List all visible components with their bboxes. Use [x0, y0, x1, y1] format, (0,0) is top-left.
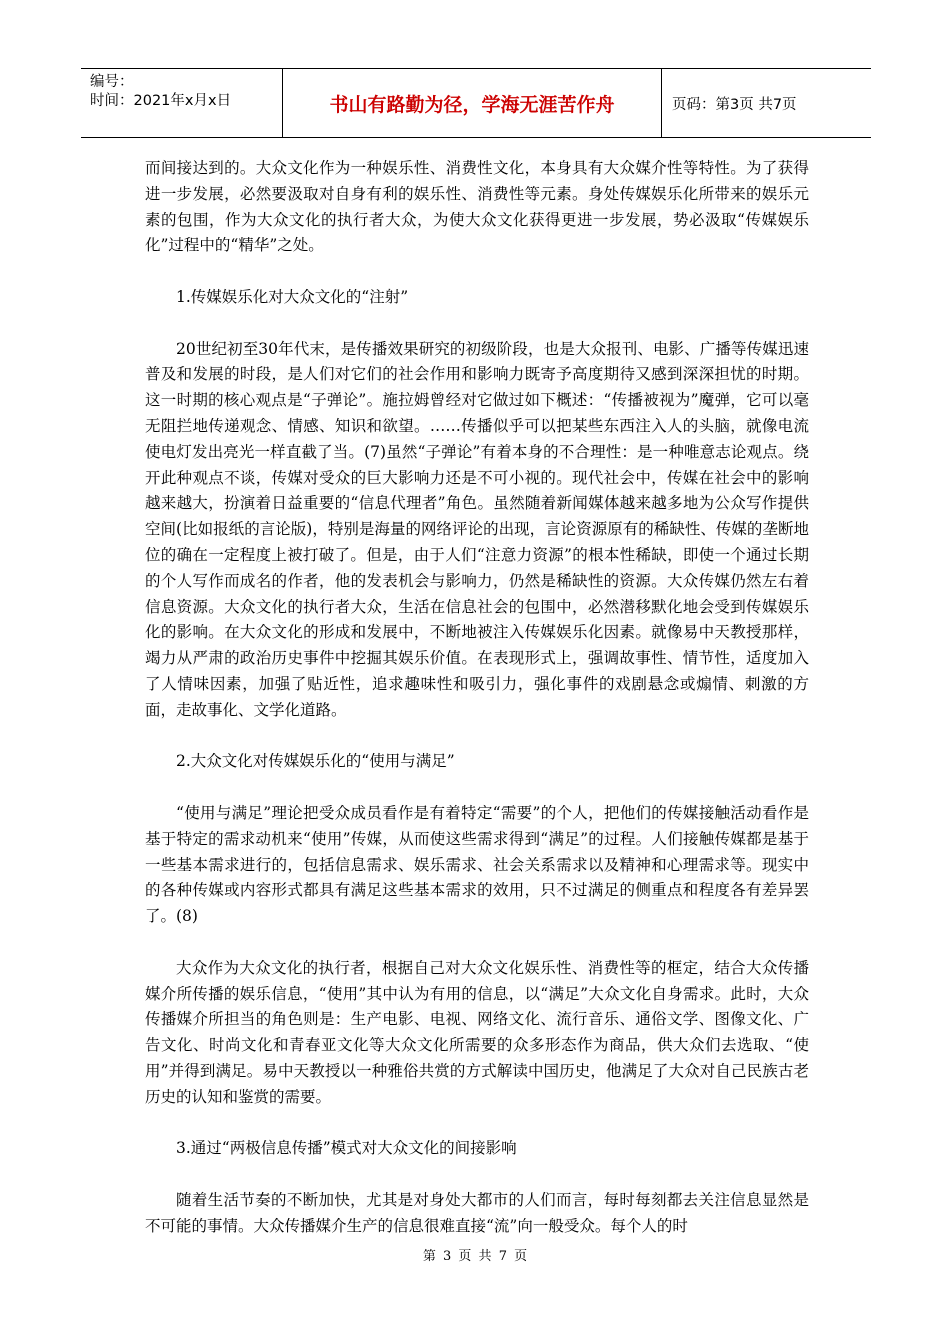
- section-heading: 2.大众文化对传媒娱乐化的“使用与满足”: [176, 752, 455, 771]
- document-time-label: 时间：2021年x月x日: [90, 93, 232, 109]
- document-body: [145, 156, 809, 1239]
- body-paragraph: 而间接达到的。大众文化作为一种娱乐性、消费性文化，本身具有大众媒介性等特性。为了获得进一步发展，必然要汲取对自身有利的娱乐性、消费性等元素。身处传媒娱乐化所带来的娱乐元素的包围，作为大众文化的执行者大众，为使大众文化获得更进一步发展，势必汲取“传媒娱乐化”过程中的“精华”之处。: [145, 159, 809, 255]
- page-footer: 第 3 页 共 7 页: [422, 1249, 528, 1264]
- section-heading: 1.传媒娱乐化对大众文化的“注射”: [176, 287, 409, 306]
- body-paragraph: 随着生活节奏的不断加快，尤其是对身处大都市的人们而言，每时每刻都去关注信息显然是不可能的事情。大众传播媒介生产的信息很难直接“流”向一般受众。每个人的时: [145, 1190, 809, 1235]
- page-header: [81, 68, 871, 138]
- body-paragraph: 20世纪初至30年代末，是传播效果研究的初级阶段，也是大众报刊、电影、广播等传媒迅速普及和发展的时段，是人们对它们的社会作用和影响力既寄予高度期待又感到深深担忧的时期。这一时期的核心观点是“子弹论”。施拉姆曾经对它做过如下概述：“传播被视为”魔弹，它可以毫无阻拦地传递观念、情感、知识和欲望。……传播似乎可以把某些东西注入人的头脑，就像电流使电灯发出亮光一样直截了当。(7)虽然“子弹论”有着本身的不合理性：是一种唯意志论观点。绕开此种观点不谈，传媒对受众的巨大影响力还是不可小视的。现代社会中，传媒在社会中的影响越来越大，扮演着日益重要的“信息代理者”角色。虽然随着新闻媒体越来越多地为公众写作提供空间(比如报纸的言论版)，特别是海量的网络评论的出现，言论资源原有的稀缺性、传媒的垄断地位的确在一定程度上被打破了。但是，由于人们“注意力资源”的根本性稀缺，即使一个通过长期的个人写作而成名的作者，他的发表机会与影响力，仍然是稀缺性的资源。大众传媒仍然左右着信息资源。大众文化的执行者大众，生活在信息社会的包围中，必然潜移默化地会受到传媒娱乐化的影响。在大众文化的形成和发展中，不断地被注入传媒娱乐化因素。就像易中天教授那样，竭力从严肃的政治历史事件中挖掘其娱乐价值。在表现形式上，强调故事性、情节性，适度加入了人情味因素，加强了贴近性，追求趣味性和吸引力，强化事件的戏剧悬念或煽情、刺激的方面，走故事化、文学化道路。: [145, 339, 809, 719]
- header-meta: [81, 69, 283, 137]
- body-paragraph: 大众作为大众文化的执行者，根据自己对大众文化娱乐性、消费性等的框定，结合大众传播媒介所传播的娱乐信息，“使用”其中认为有用的信息，以“满足”大众文化自身需求。此时，大众传播媒介所担当的角色则是：生产电影、电视、网络文化、流行音乐、通俗文学、图像文化、广告文化、时尚文化和青春亚文化等大众文化所需要的众多形态作为商品，供大众们去选取、“使用”并得到满足。易中天教授以一种雅俗共赏的方式解读中国历史，他满足了大众对自己民族古老历史的认知和鉴赏的需要。: [145, 958, 809, 1106]
- body-paragraph: “使用与满足”理论把受众成员看作是有着特定“需要”的个人，把他们的传媒接触活动看作是基于特定的需求动机来“使用”传媒，从而使这些需求得到“满足”的过程。人们接触传媒都是基于一些基本需求进行的，包括信息需求、娱乐需求、社会关系需求以及精神和心理需求等。现实中的各种传媒或内容形式都具有满足这些基本需求的效用，只不过满足的侧重点和程度各有差异罢了。(8): [145, 803, 809, 926]
- section-heading: 3.通过“两极信息传播”模式对大众文化的间接影响: [176, 1139, 517, 1158]
- header-page-info: 页码：第3页 共7页: [672, 96, 797, 113]
- header-motto: 书山有路勤为径，学海无涯苦作舟: [283, 69, 662, 137]
- document-id-label: 编号：: [90, 74, 134, 90]
